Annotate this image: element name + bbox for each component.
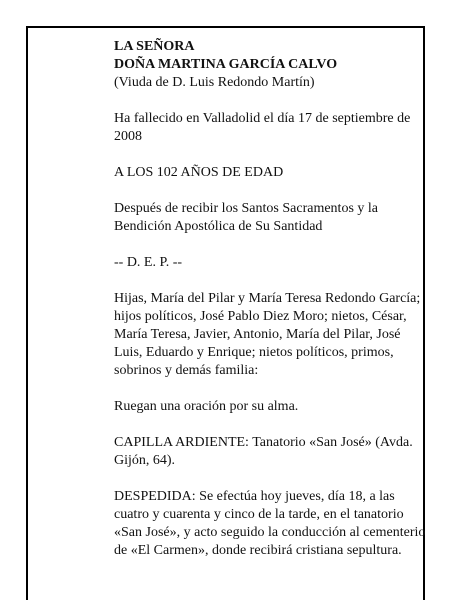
sacraments-line: Después de recibir los Santos Sacramentos y la Bendición Apostólica de Su Santidad	[114, 201, 378, 234]
chapel-paragraph: CAPILLA ARDIENTE: Tanatorio «San José» (Avda. Gijón, 64).	[114, 435, 413, 468]
farewell-paragraph: DESPEDIDA: Se efectúa hoy jueves, día 18, a las cuatro y cuarenta y cinco de la tarde, en el tanatorio «San José», y acto seguido la conducción al cementerio de «El Carmen», donde recibirá cristiana sepultura.	[114, 489, 426, 558]
death-notice: Ha fallecido en Valladolid el día 17 de septiembre de 2008	[114, 111, 411, 144]
prayer-line: Ruegan una oración por su alma.	[114, 399, 299, 414]
family-paragraph: Hijas, María del Pilar y María Teresa Redondo García; hijos políticos, José Pablo Diez Moro; nietos, César, María Teresa, Javier, Antonio, María del Pilar, José Luis, Eduardo y Enrique; nietos políticos, primos, sobrinos y demás familia:	[114, 291, 421, 378]
age-line: A LOS 102 AÑOS DE EDAD	[114, 165, 284, 180]
obituary-header	[114, 38, 426, 92]
deceased-name: DOÑA MARTINA GARCÍA CALVO	[114, 57, 338, 72]
rip-line: -- D. E. P. --	[114, 255, 183, 270]
header-title: LA SEÑORA	[114, 39, 195, 54]
widow-of: (Viuda de D. Luis Redondo Martín)	[114, 75, 315, 90]
obituary-text	[114, 38, 426, 578]
